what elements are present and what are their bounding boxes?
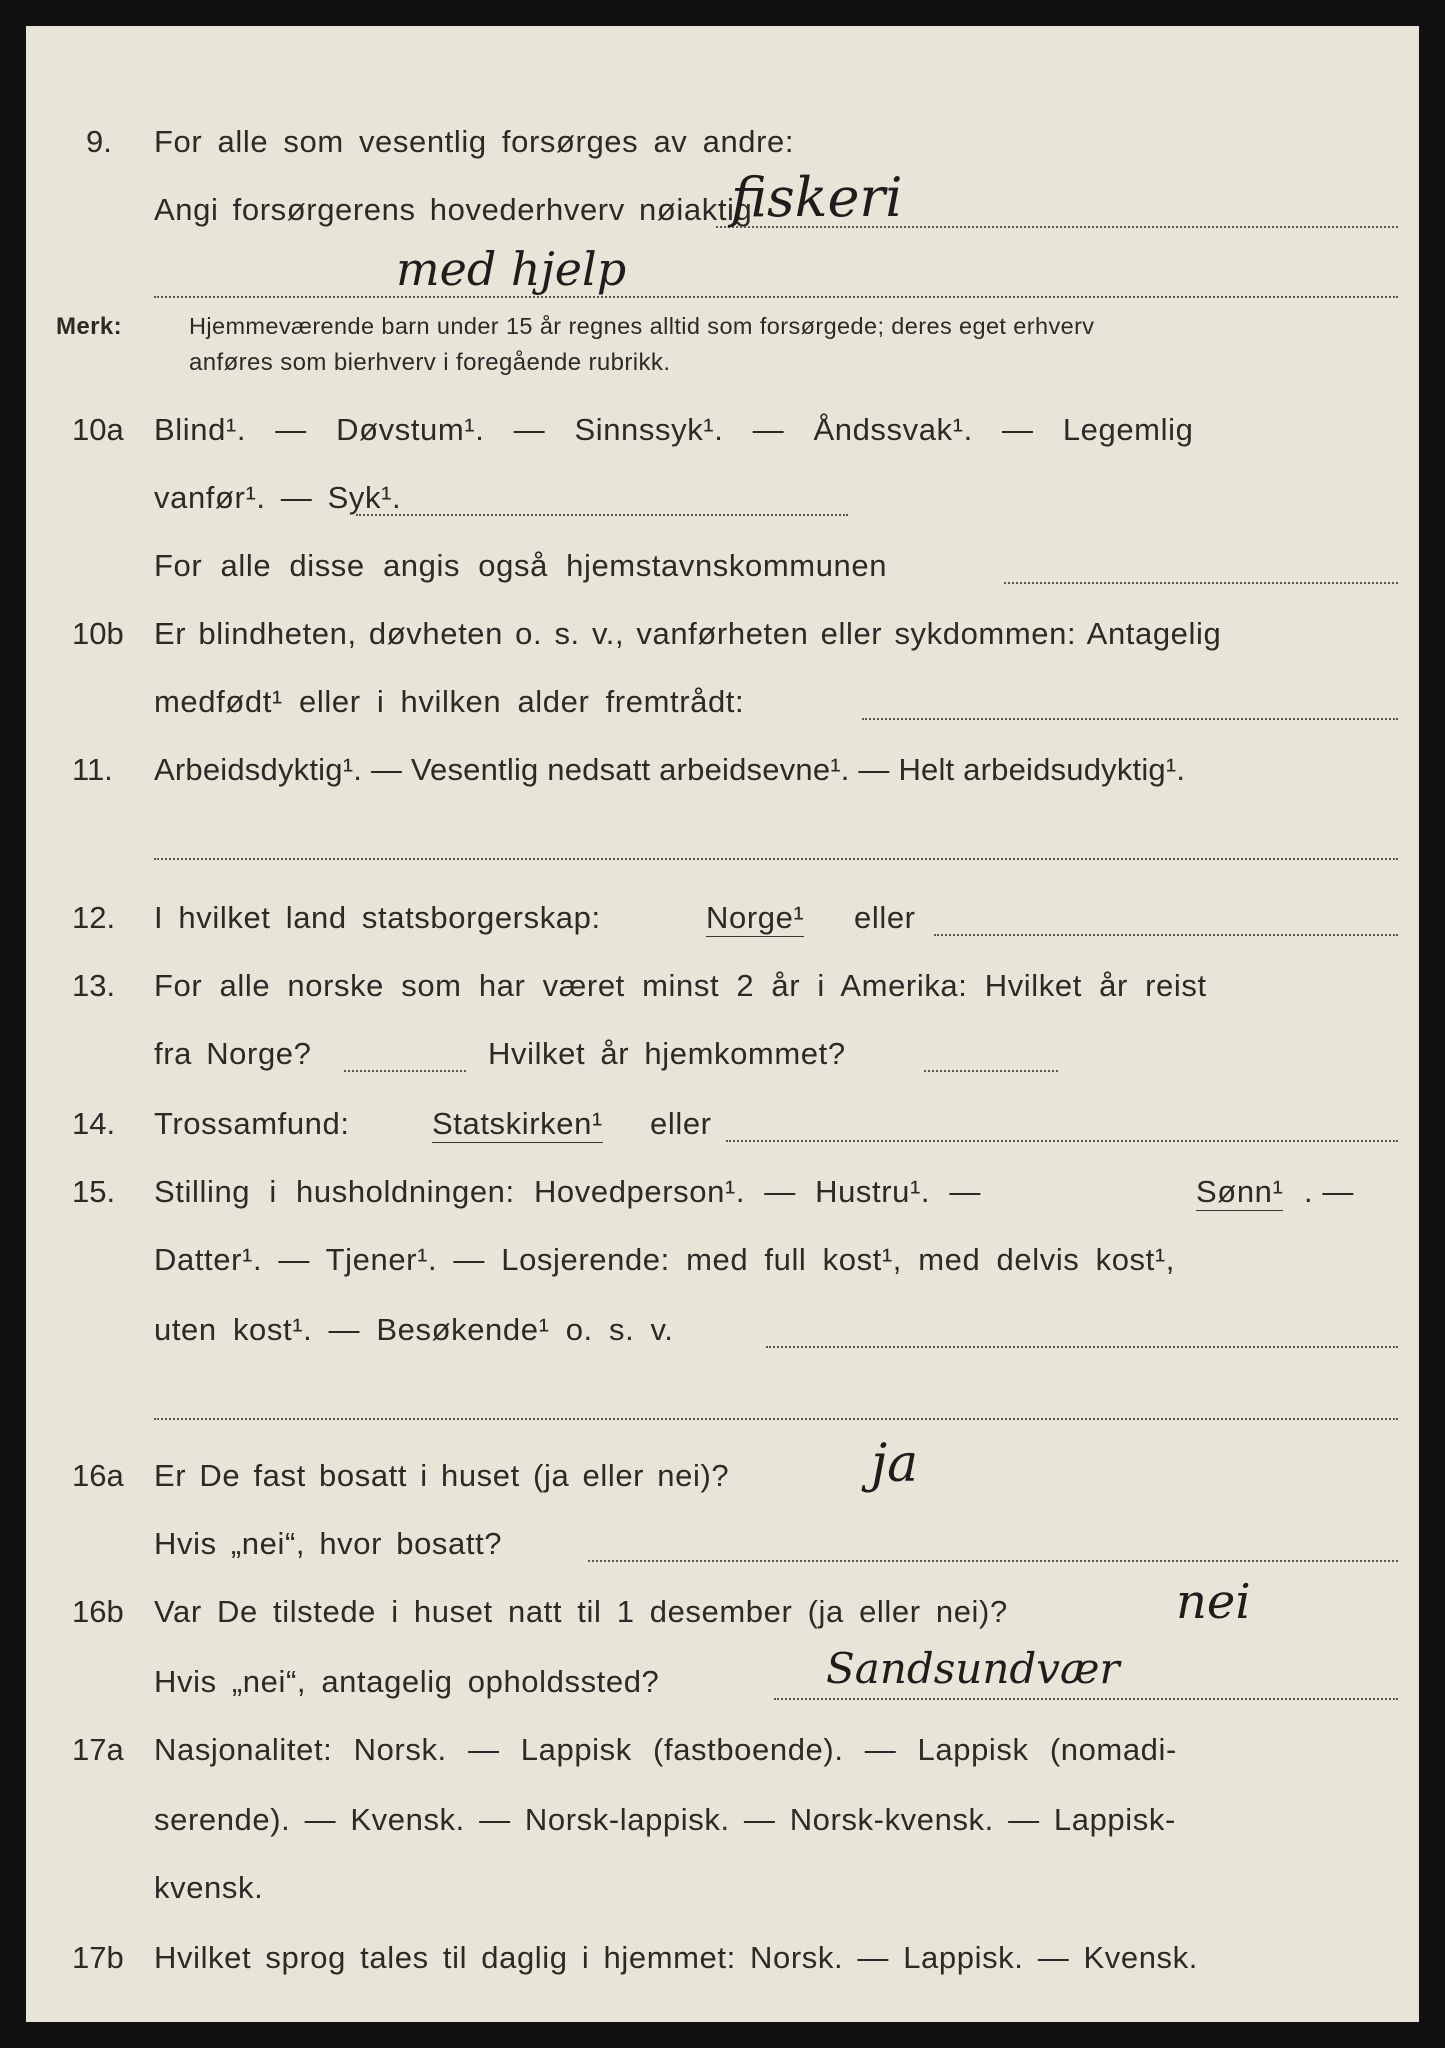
question-text: Er De fast bosatt i huset (ja eller nei)? [154,1458,730,1493]
question-text: Datter¹. — Tjener¹. — Losjerende: med full kost¹, med delvis kost¹, [154,1242,1176,1277]
question-text: For alle norske som har været minst 2 år i Amerika: Hvilket år reist [154,968,1207,1003]
question-text: Er blindheten, døvheten o. s. v., vanførheten eller sykdommen: Antagelig [154,616,1222,651]
question-text: kvensk. [154,1870,264,1905]
answer-line [766,1346,1398,1348]
question-number: 12. [72,900,116,935]
selected-option: Statskirken¹ [432,1106,603,1141]
answer-line [862,718,1398,720]
question-text: eller [650,1106,712,1141]
question-text: Hvilket sprog tales til daglig i hjemmet: Norsk. — Lappisk. — Kvensk. [154,1940,1198,1975]
question-text: Stilling i husholdningen: Hovedperson¹. — Hustru¹. — [154,1174,981,1209]
handwritten-answer: med hjelp [396,242,627,296]
question-number: 11. [72,752,113,787]
question-number: 9. [86,124,112,159]
note-label: Merk: [56,313,123,340]
handwritten-answer: fiskeri [731,166,903,229]
question-text: Blind¹. — Døvstum¹. — Sinnssyk¹. — Åndssvak¹. — Legemlig [154,412,1194,447]
question-text: fra Norge? [154,1036,312,1071]
question-number: 16a [72,1458,124,1493]
answer-line [774,1698,1398,1700]
handwritten-answer: nei [1176,1574,1251,1630]
question-text: eller [854,900,916,935]
selected-option: Sønn¹ [1196,1174,1284,1209]
question-text: Nasjonalitet: Norsk. — Lappisk (fastboende). — Lappisk (nomadi- [154,1732,1177,1767]
question-text: Trossamfund: [154,1106,350,1141]
question-text: For alle disse angis også hjemstavnskommunen [154,548,888,583]
note-text: Hjemmeværende barn under 15 år regnes alltid som forsørgede; deres eget erhverv [189,313,1095,339]
note-text: anføres som bierhverv i foregående rubrikk. [189,349,671,376]
question-text: medfødt¹ eller i hvilken alder fremtrådt: [154,684,745,719]
question-text: vanfør¹. — Syk¹. [154,480,402,515]
answer-line [726,1140,1398,1142]
question-text: uten kost¹. — Besøkende¹ o. s. v. [154,1312,674,1347]
selected-option: Norge¹ [706,900,805,935]
answer-line [344,1070,466,1072]
question-text: . — [1304,1174,1355,1209]
question-number: 13. [72,968,116,1003]
answer-line [356,514,848,516]
question-number: 14. [72,1106,116,1141]
census-form-page [26,26,1419,2022]
answer-line [154,296,1398,298]
question-number: 16b [72,1594,124,1629]
question-text: Hvis „nei“, antagelig opholdssted? [154,1664,660,1699]
question-text: Arbeidsdyktig¹. — Vesentlig nedsatt arbeidsevne¹. — Helt arbeidsudyktig¹. [154,752,1186,787]
question-text: Angi forsørgerens hovederhverv nøiaktig [154,192,753,227]
question-number: 10a [72,412,124,447]
answer-line [154,858,1398,860]
handwritten-answer: ja [871,1434,919,1494]
question-text: Hvilket år hjemkommet? [488,1036,846,1071]
question-number: 15. [72,1174,116,1209]
question-number: 10b [72,616,124,651]
question-text: Hvis „nei“, hvor bosatt? [154,1526,503,1561]
answer-line [154,1418,1398,1420]
question-number: 17a [72,1732,124,1767]
handwritten-answer: Sandsundvær [826,1644,1120,1693]
question-text: For alle som vesentlig forsørges av andre: [154,124,795,159]
answer-line [588,1560,1398,1562]
question-text: I hvilket land statsborgerskap: [154,900,601,935]
answer-line [934,934,1398,936]
answer-line [1004,582,1398,584]
question-number: 17b [72,1940,124,1975]
question-text: serende). — Kvensk. — Norsk-lappisk. — Norsk-kvensk. — Lappisk- [154,1802,1176,1837]
answer-line [924,1070,1058,1072]
question-text: Var De tilstede i huset natt til 1 desember (ja eller nei)? [154,1594,1008,1629]
